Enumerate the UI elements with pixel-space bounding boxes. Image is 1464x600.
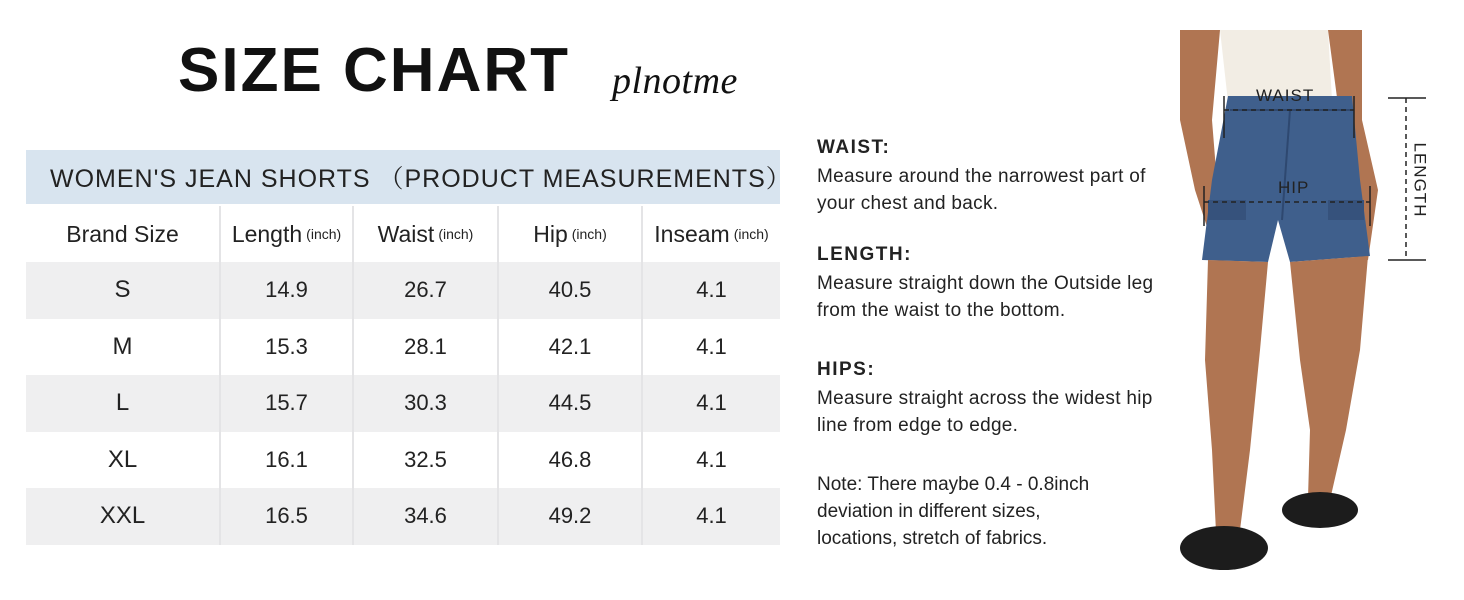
waist-cell: 30.3 — [354, 375, 499, 432]
waist-text: Measure around the narrowest part of your chest and back. — [817, 166, 1146, 214]
column-header-waist — [354, 206, 499, 262]
waist-label: WAIST — [1256, 86, 1315, 105]
inseam-cell: 4.1 — [696, 333, 727, 359]
table-row — [26, 262, 780, 319]
left-leg — [1205, 260, 1268, 532]
hips-instruction — [817, 356, 1157, 439]
hip-cell: 42.1 — [499, 319, 643, 376]
column-header-size — [26, 206, 221, 262]
length-label: LENGTH — [1410, 142, 1430, 218]
hip-cell: 44.5 — [499, 375, 643, 432]
column-header-length — [221, 206, 354, 262]
model-figure — [1150, 30, 1450, 590]
column-header-label: Inseam — [654, 220, 730, 247]
column-header-unit: (inch) — [571, 226, 607, 242]
table-header-row — [26, 206, 780, 262]
brand-logo: plnotme — [612, 60, 738, 102]
waist-instruction — [817, 134, 1157, 217]
size-cell: M — [26, 319, 221, 376]
waist-heading: WAIST: — [817, 137, 891, 158]
length-cell: 15.7 — [221, 375, 354, 432]
table-row — [26, 319, 780, 376]
column-header-label: Length — [231, 220, 303, 247]
inseam-cell: 4.1 — [696, 503, 727, 529]
size-cell: XL — [26, 432, 221, 489]
column-header-unit: (inch) — [306, 226, 342, 242]
note-text: Note: There maybe 0.4 - 0.8inch deviation in different sizes, locations, stretch of fabrics. — [817, 474, 1090, 549]
column-header-label: Brand Size — [66, 220, 179, 247]
hip-cell: 49.2 — [499, 488, 643, 545]
size-table-body — [26, 262, 780, 545]
table-caption: WOMEN'S JEAN SHORTS （PRODUCT MEASUREMENTS） — [26, 150, 780, 204]
size-cell: XXL — [26, 488, 221, 545]
table-row — [26, 375, 780, 432]
length-cell: 14.9 — [221, 262, 354, 319]
size-cell: S — [26, 262, 221, 319]
size-cell: L — [26, 375, 221, 432]
table-row — [26, 432, 780, 489]
column-header-label: Waist — [377, 220, 435, 247]
length-instruction — [817, 241, 1157, 324]
inseam-cell: 4.1 — [696, 277, 727, 303]
length-cell: 15.3 — [221, 319, 354, 376]
length-text: Measure straight down the Outside leg from the waist to the bottom. — [817, 273, 1154, 321]
column-header-unit: (inch) — [438, 226, 474, 242]
length-cell: 16.5 — [221, 488, 354, 545]
column-header-unit: (inch) — [733, 226, 769, 242]
hip-label: HIP — [1278, 178, 1310, 197]
table-row — [26, 488, 780, 545]
page-title: SIZE CHART — [178, 36, 570, 105]
waist-cell: 34.6 — [354, 488, 499, 545]
column-header-label: Hip — [533, 220, 568, 247]
model-illustration — [1150, 30, 1450, 590]
waist-cell: 26.7 — [354, 262, 499, 319]
length-heading: LENGTH: — [817, 244, 912, 265]
column-header-inseam — [643, 206, 780, 262]
waist-cell: 32.5 — [354, 432, 499, 489]
right-leg — [1290, 256, 1368, 500]
hips-text: Measure straight across the widest hip line from edge to edge. — [817, 388, 1153, 436]
column-header-hip — [499, 206, 643, 262]
length-cell: 16.1 — [221, 432, 354, 489]
right-sandal — [1282, 492, 1358, 528]
inseam-cell: 4.1 — [696, 390, 727, 416]
waist-cell: 28.1 — [354, 319, 499, 376]
hip-cell: 46.8 — [499, 432, 643, 489]
inseam-cell: 4.1 — [696, 446, 727, 472]
hip-cell: 40.5 — [499, 262, 643, 319]
left-sandal — [1180, 526, 1268, 570]
hips-heading: HIPS: — [817, 359, 876, 380]
